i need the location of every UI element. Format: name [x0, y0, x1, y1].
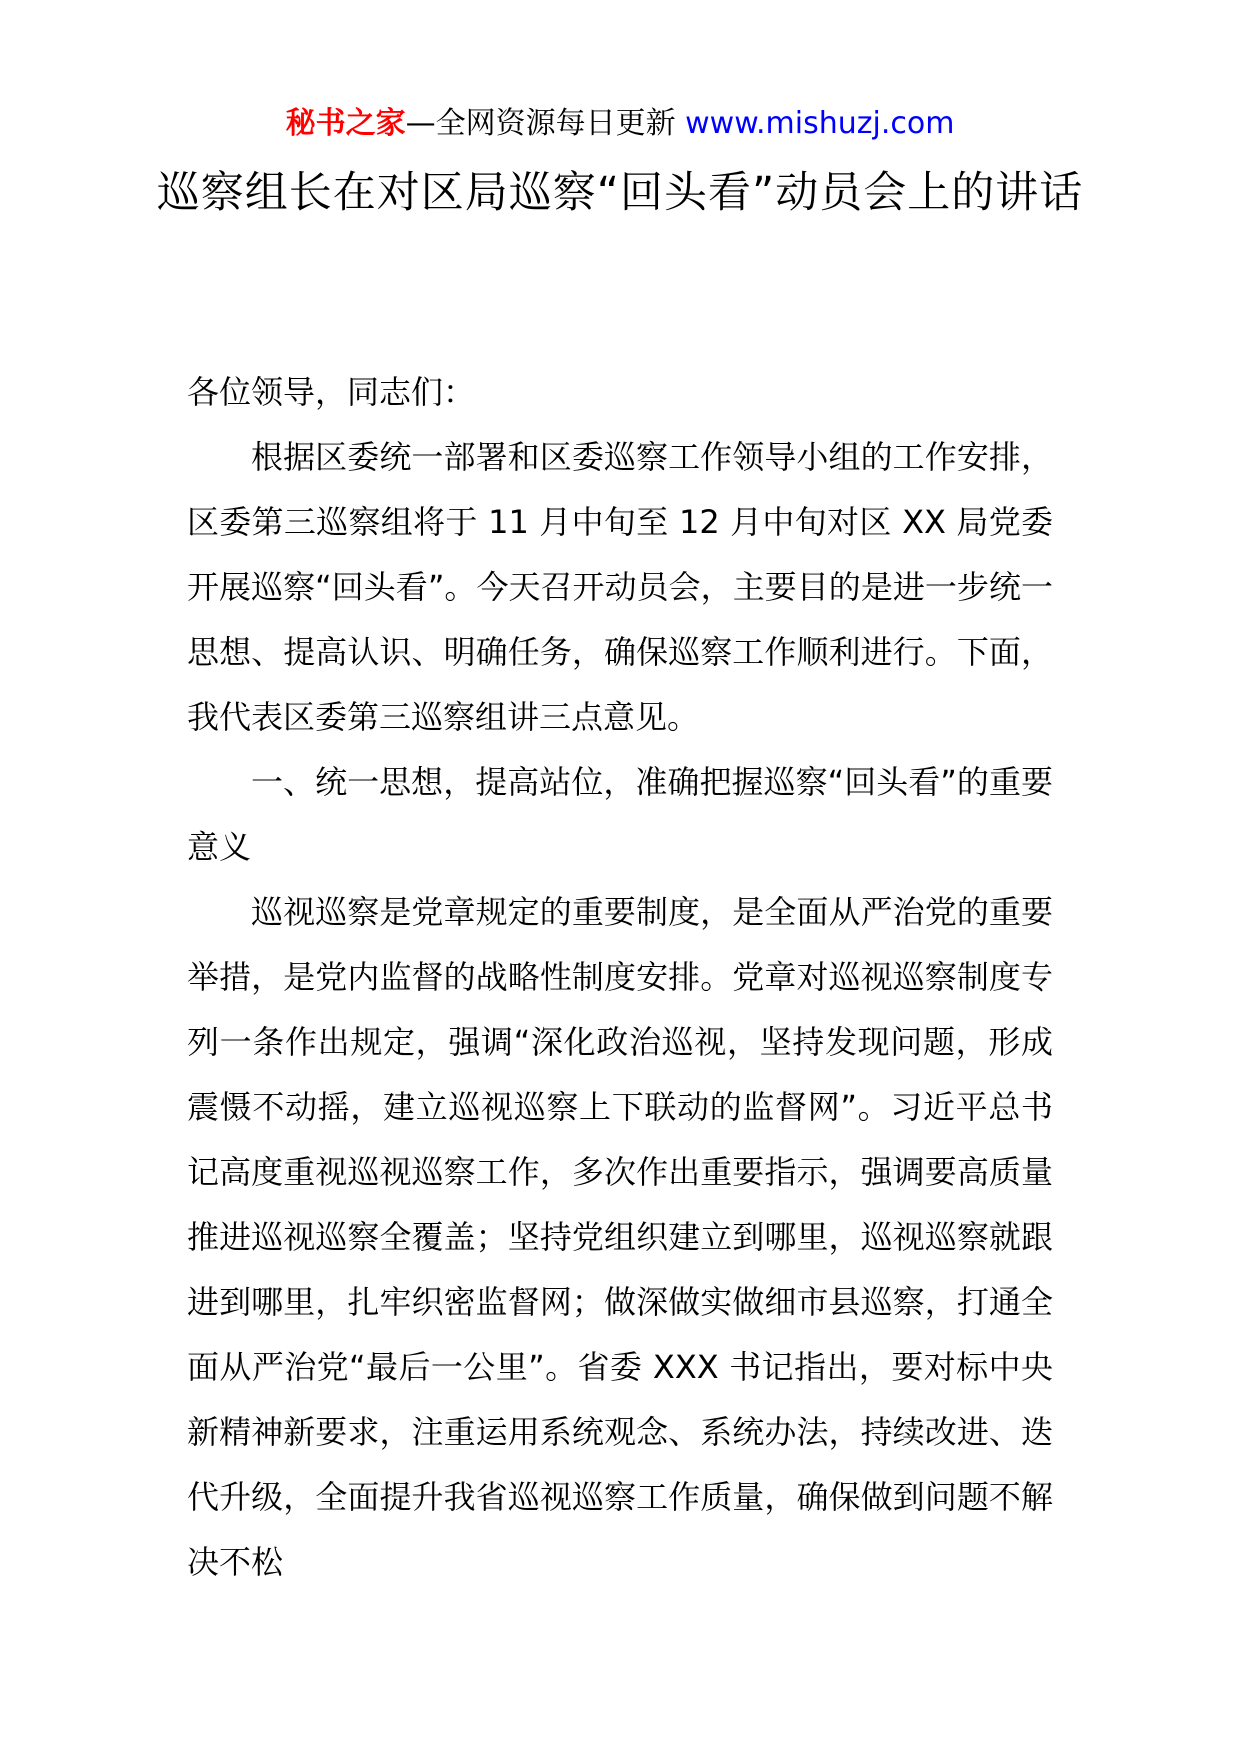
paragraph-body: 巡视巡察是党章规定的重要制度，是全面从严治党的重要举措，是党内监督的战略性制度安排。党章对巡视巡察制度专列一条作出规定，强调“深化政治巡视，坚持发现问题，形成震慑不动摇，建立巡视巡察上下联动的监督网”。习近平总书记高度重视巡视巡察工作，多次作出重要指示，强调要高质量推进巡视巡察全覆盖；坚持党组织建立到哪里，巡视巡察就跟进到哪里，扎牢织密监督网；做深做实做细市县巡察，打通全面从严治党“最后一公里”。省委 XXX 书记指出，要对标中央新精神新要求，注重运用系统观念、系统办法，持续改进、迭代升级，全面提升我省巡视巡察工作质量，确保做到问题不解决不松	[187, 893, 1053, 1581]
document-body	[187, 360, 1053, 1595]
document-title: 巡察组长在对区局巡察“回头看”动员会上的讲话	[156, 168, 1084, 218]
site-link[interactable]: www.mishuzj.com	[685, 106, 955, 141]
header-tagline: —全网资源每日更新	[405, 106, 686, 141]
section-heading-1: 一、统一思想，提高站位，准确把握巡察“回头看”的重要意义	[187, 763, 1053, 866]
salutation: 各位领导，同志们：	[187, 373, 476, 411]
header-banner	[0, 104, 1240, 144]
brand-name: 秘书之家	[285, 106, 406, 141]
paragraph-intro: 根据区委统一部署和区委巡察工作领导小组的工作安排，区委第三巡察组将于 11 月中旬至 12 月中旬对区 XX 局党委开展巡察“回头看”。今天召开动员会，主要目的是进一步统一思想、提高认识、明确任务，确保巡察工作顺利进行。下面，我代表区委第三巡察组讲三点意见。	[187, 438, 1053, 736]
